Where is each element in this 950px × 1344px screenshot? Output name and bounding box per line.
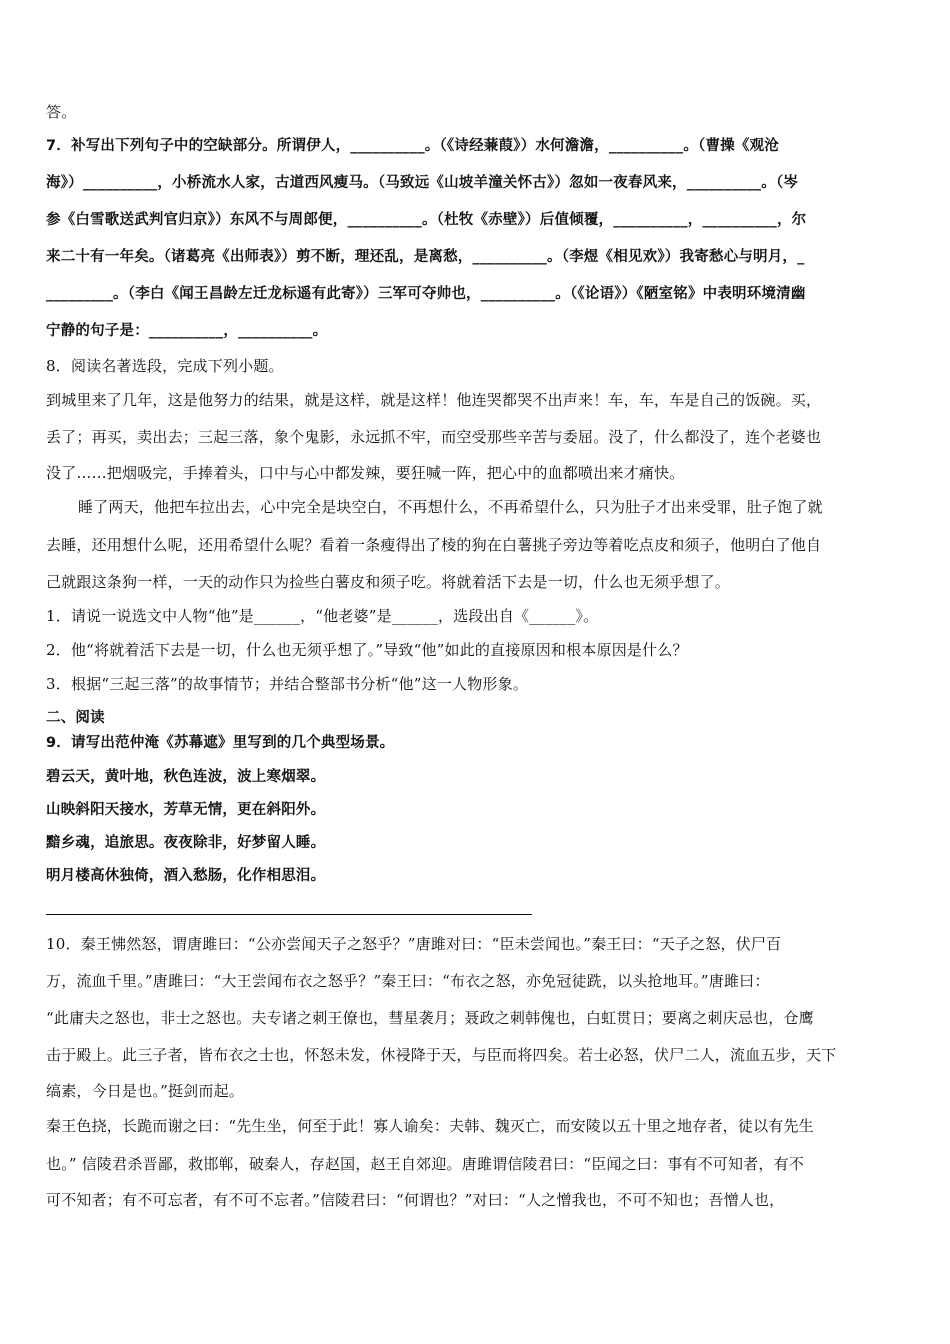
question-7-line: 参《白雪歌送武判官归京》）东风不与周郎便，__________。（杜牧《赤壁》）后值倾覆，__________，__________，尔 [46,212,807,228]
text-line: 答。 [46,103,77,121]
question-10-line: 也。” 信陵君杀晋鄙，救邯郸，破秦人，存赵国，赵王自郊迎。唐雎谓信陵君曰：“臣闻之曰：事有不可知者，有不 [46,1155,805,1173]
poem-line: 黯乡魂，追旅思。夜夜除非，好梦留人睡。 [46,835,326,851]
section-heading: 二、阅读 [46,710,105,726]
sub-question-2: 2．他“将就着活下去是一切，什么也无须乎想了。”导致“他”如此的直接原因和根本原因是什么？ [46,641,688,659]
poem-line: 山映斜阳天接水，芳草无情，更在斜阳外。 [46,802,326,818]
question-10-line: 10．秦王怫然怒，谓唐雎曰：“公亦尝闻天子之怒乎？”唐雎对曰：“臣未尝闻也。”秦王曰：“天子之怒，伏尸百 [46,935,782,953]
passage-line: 没了……把烟吸完，手捧着头，口中与心中都发辣，要狂喊一阵，把心中的血都喷出来才痛快。 [46,464,685,482]
question-10-line: 可不知者；有不可忘者，有不可不忘者。”信陵君曰：“何谓也？”对曰：“人之憎我也，不可不知也；吾憎人也， [46,1191,785,1209]
question-9-heading: 9．请写出范仲淹《苏幕遮》里写到的几个典型场景。 [46,735,395,751]
question-10-line: 万，流血千里。”唐雎曰：“大王尝闻布衣之怒乎？”秦王曰：“布衣之怒，亦免冠徒跣，以头抢地耳。”唐雎曰： [46,972,770,990]
passage-line: 到城里来了几年，这是他努力的结果，就是这样，就是这样！他连哭都哭不出声来！车，车，车是自己的饭碗。买， [46,391,822,409]
question-7-line: 宁静的句子是：__________，__________。 [46,323,328,339]
question-10-line: 秦王色挠，长跪而谢之曰：“先生坐，何至于此！寡人谕矣：夫韩、魏灭亡，而安陵以五十里之地存者，徒以有先生 [46,1117,814,1135]
question-7-line: 来二十有一年矣。（诸葛亮《出师表》）剪不断，理还乱，是离愁，__________。（李煜《相见欢》）我寄愁心与明月，_ [46,249,805,265]
question-10-line: 缟素，今日是也。”挺剑而起。 [46,1082,244,1100]
passage-line: 己就跟这条狗一样，一天的动作只为捡些白薯皮和须子吃。将就着活下去是一切，什么也无须乎想了。 [46,573,731,591]
question-8-heading: 8．阅读名著选段，完成下列小题。 [46,357,284,375]
question-7-line: 7．补写出下列句子中的空缺部分。所谓伊人，__________。（《诗经蒹葭》）水何澹澹，__________。（曹操《观沧 [46,138,779,154]
sub-question-1: 1．请说一说选文中人物“他”是______，“他老婆”是______，选段出自《______》。 [46,607,599,625]
question-10-line: 击于殿上。此三子者，皆布衣之士也，怀怒未发，休祲降于天，与臣而将四矣。若士必怒，伏尸二人，流血五步，天下 [46,1046,837,1064]
answer-line [46,914,532,915]
poem-line: 碧云天，黄叶地，秋色连波，波上寒烟翠。 [46,769,326,785]
question-7-line: 海》）__________，小桥流水人家，古道西风瘦马。（马致远《山坡羊潼关怀古》）忽如一夜春风来，__________。（岑 [46,175,799,191]
passage-line: 去睡，还用想什么呢，还用希望什么呢？看着一条瘦得出了棱的狗在白薯挑子旁边等着吃点皮和须子，他明白了他自 [46,536,822,554]
question-10-line: “此庸夫之怒也，非士之怒也。夫专诸之刺王僚也，彗星袭月；聂政之刺韩傀也，白虹贯日；要离之刺庆忌也，仓鹰 [46,1009,814,1027]
passage-line: 睡了两天，他把车拉出去，心中完全是块空白，不再想什么，不再希望什么，只为肚子才出来受罪，肚子饱了就 [78,498,823,516]
passage-line: 丢了；再买，卖出去；三起三落，象个鬼影，永远抓不牢，而空受那些辛苦与委屈。没了，什么都没了，连个老婆也 [46,428,822,446]
question-7-line: _________。（李白《闻王昌龄左迁龙标遥有此寄》）三军可夺帅也，__________。（《论语》）《陋室铭》中表明环境清幽 [46,286,806,302]
poem-line: 明月楼高休独倚，酒入愁肠，化作相思泪。 [46,868,326,884]
sub-question-3: 3．根据“三起三落”的故事情节；并结合整部书分析“他”这一人物形象。 [46,675,529,693]
